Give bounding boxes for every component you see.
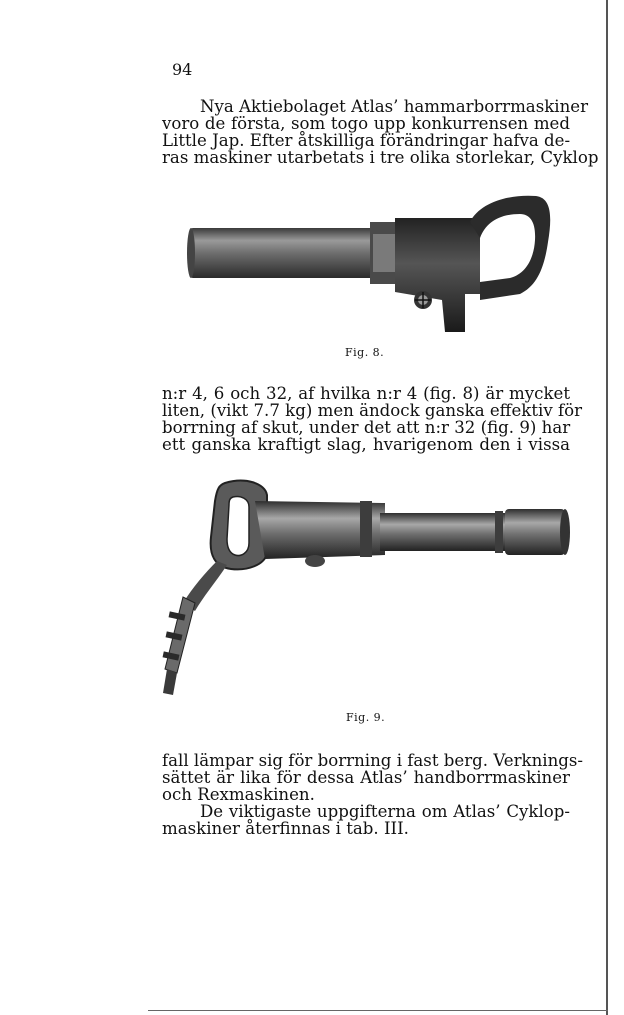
text-line: och Rexmaskinen. [162,785,315,804]
paragraph-models [162,384,583,454]
text-line: voro de första, som togo upp konkurrensen med [162,114,570,133]
page-bottom-edge [148,1010,608,1011]
text-line: maskiner återfinnas i tab. III. [162,819,409,838]
text-line: n:r 4, 6 och 32, af hvilka n:r 4 (fig. 8) är mycket [162,384,570,403]
text-line: De viktigaste uppgifterna om Atlas’ Cyklop- [200,802,570,821]
figure-caption-fig8: Fig. 8. [345,346,385,359]
text-line: borrning af skut, under det att n:r 32 (fig. 9) har [162,418,571,437]
text-line: liten, (vikt 7.7 kg) men ändock ganska effektiv för [162,401,583,420]
page-edge [606,0,608,1015]
figure-caption-fig9: Fig. 9. [346,711,386,724]
text-line: fall lämpar sig för borrning i fast berg. Verknings- [162,751,584,770]
text-line: ras maskiner utarbetats i tre olika storlekar, Cyklop [162,148,599,167]
drill-illustration-fig9 [155,473,575,703]
paragraph-conclusion [162,751,584,838]
page-number: 94 [172,60,193,79]
text-line: Little Jap. Efter åtskilliga förändringar hafva de- [162,131,571,150]
text-line: sättet är lika för dessa Atlas’ handborrmaskiner [162,768,570,787]
text-line: Nya Aktiebolaget Atlas’ hammarborrmaskiner [200,97,589,116]
text-line: ett ganska kraftigt slag, hvarigenom den i vissa [162,435,570,454]
paragraph-intro [162,97,599,167]
drill-illustration-fig8 [180,182,560,342]
